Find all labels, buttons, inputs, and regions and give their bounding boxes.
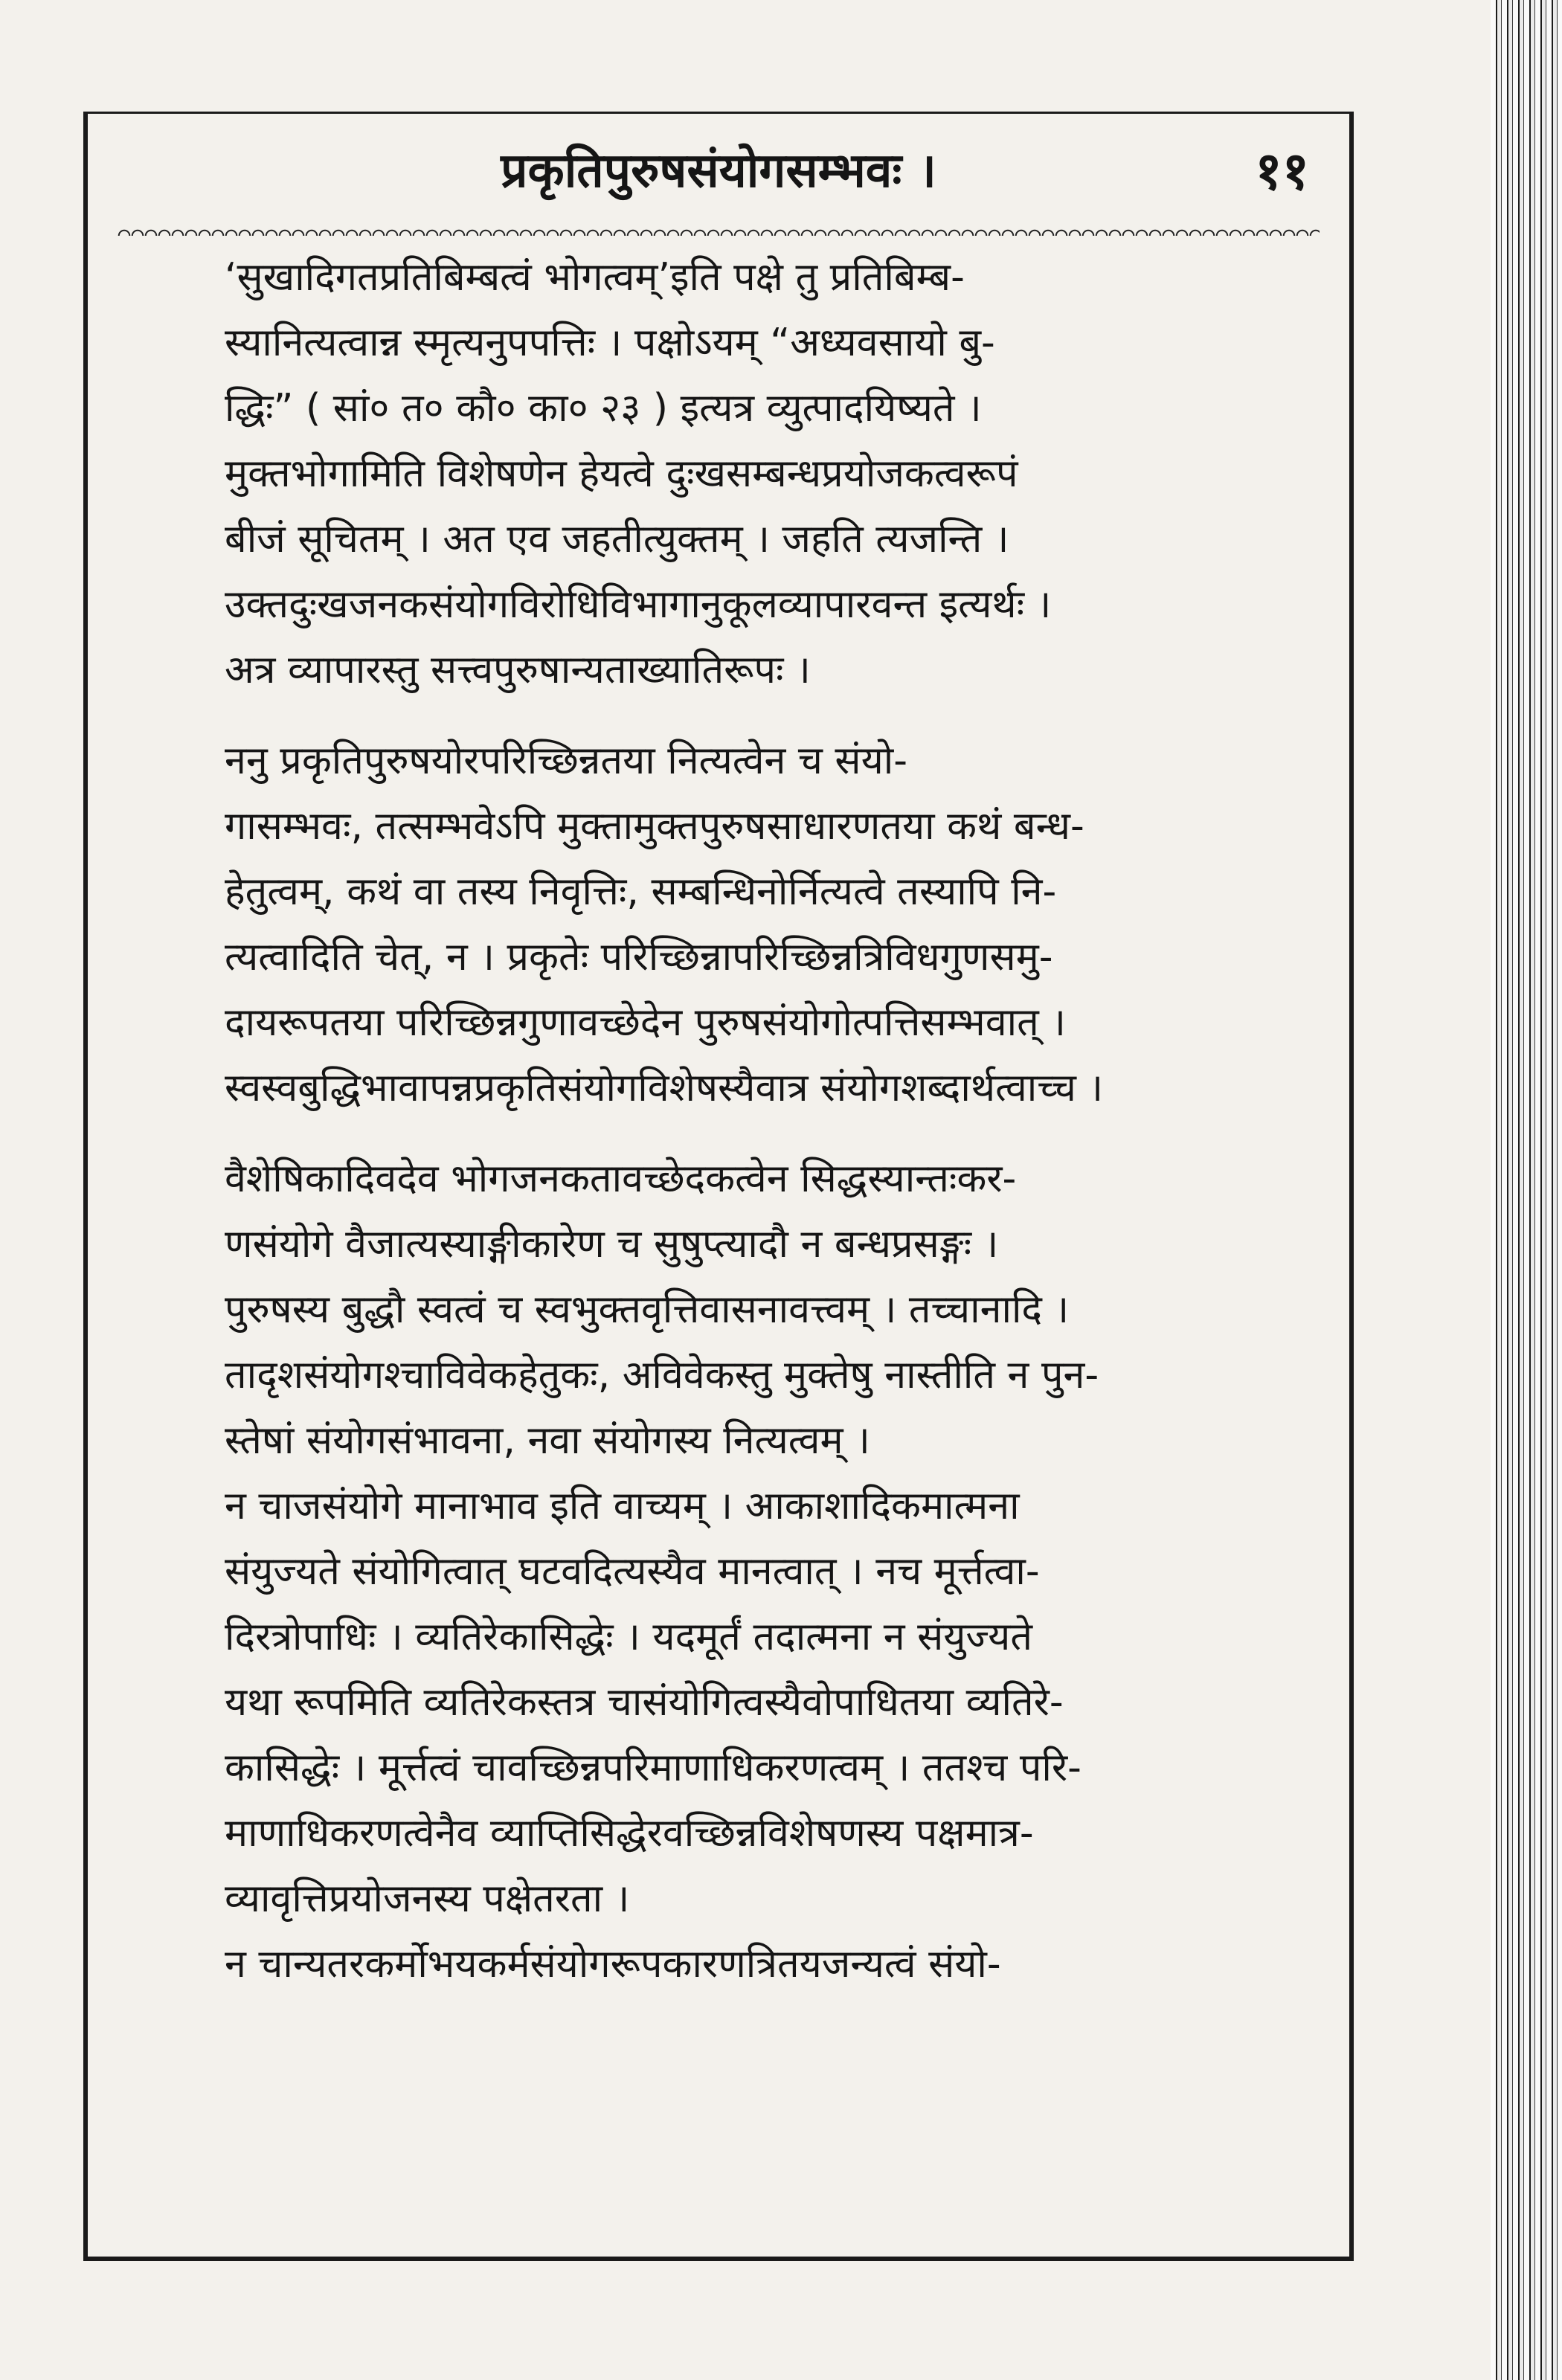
page bbox=[83, 112, 1354, 2261]
page-body bbox=[125, 245, 1312, 1997]
wavy-header-rule bbox=[118, 225, 1320, 236]
paragraph-1 bbox=[125, 245, 1312, 441]
text-line: व्यावृत्तिप्रयोजनस्य पक्षेतरता । bbox=[225, 1876, 630, 1921]
paragraph-7 bbox=[125, 1932, 1312, 1997]
paragraph-6 bbox=[125, 1473, 1312, 1932]
text-line: संयुज्यते संयोगित्वात् घटवदित्यस्यैव मानत्वात् । नच मूर्त्तत्वा- bbox=[225, 1549, 1040, 1594]
text-line: गासम्भवः, तत्सम्भवेऽपि मुक्तामुक्तपुरुषसाधारणतया कथं बन्ध- bbox=[225, 804, 1084, 849]
paragraph-4 bbox=[125, 1146, 1312, 1277]
text-line: पुरुषस्य बुद्धौ स्वत्वं च स्वभुक्तवृत्तिवासनावत्त्वम् । तच्चानादि । bbox=[225, 1287, 1070, 1332]
text-line: न चान्यतरकर्मोभयकर्मसंयोगरूपकारणत्रितयजन्यत्वं संयो- bbox=[225, 1942, 1001, 1987]
book-spine-edge bbox=[1491, 0, 1562, 2380]
text-line: कासिद्धेः । मूर्त्तत्वं चावच्छिन्नपरिमाणाधिकरणत्वम् । ततश्च परि- bbox=[225, 1746, 1081, 1790]
text-line: न चाजसंयोगे मानाभाव इति वाच्यम् । आकाशादिकमात्मना bbox=[225, 1484, 1020, 1528]
text-line: स्वस्वबुद्धिभावापन्नप्रकृतिसंयोगविशेषस्यैवात्र संयोगशब्दार्थत्वाच्च । bbox=[225, 1066, 1104, 1110]
text-line: स्तेषां संयोगसंभावना, नवा संयोगस्य नित्यत्वम् । bbox=[225, 1418, 870, 1463]
text-line: मुक्तभोगामिति विशेषणेन हेयत्वे दुःखसम्बन्धप्रयोजकत्वरूपं bbox=[225, 451, 1018, 496]
text-line: बीजं सूचितम् । अत एव जहतीत्युक्तम् । जहति त्यजन्ति । bbox=[225, 517, 1009, 562]
text-line: तादृशसंयोगश्चाविवेकहेतुकः, अविवेकस्तु मुक्तेषु नास्तीति न पुन- bbox=[225, 1353, 1099, 1398]
text-line: स्यानित्यत्वान्न स्मृत्यनुपपत्तिः । पक्षोऽयम् “अध्यवसायो बु- bbox=[225, 321, 995, 365]
text-line: ‘सुखादिगतप्रतिबिम्बत्वं भोगत्वम्’इति पक्षे तु प्रतिबिम्ब- bbox=[225, 255, 965, 300]
text-line: वैशेषिकादिवदेव भोगजनकतावच्छेदकत्वेन सिद्धस्यान्तःकर- bbox=[225, 1157, 1017, 1201]
text-line: त्यत्वादिति चेत्, न । प्रकृतेः परिच्छिन्नापरिच्छिन्नत्रिविधगुणसमु- bbox=[225, 935, 1053, 980]
page-header bbox=[88, 130, 1349, 212]
text-line: द्धिः” ( सां० त० कौ० का० २३ ) इत्यत्र व्युत्पादयिष्यते । bbox=[225, 386, 982, 431]
text-line: माणाधिकरणत्वेनैव व्याप्तिसिद्धेरवच्छिन्नविशेषणस्य पक्षमात्र- bbox=[225, 1811, 1034, 1856]
text-line: णसंयोगे वैजात्यस्याङ्गीकारेण च सुषुप्त्यादौ न बन्धप्रसङ्गः । bbox=[225, 1222, 999, 1267]
text-line: ननु प्रकृतिपुरुषयोरपरिच्छिन्नतया नित्यत्वेन च संयो- bbox=[225, 739, 907, 783]
text-line: उक्तदुःखजनकसंयोगविरोधिविभागानुकूलव्यापारवन्त इत्यर्थः । bbox=[225, 582, 1052, 627]
text-line: अत्र व्यापारस्तु सत्त्वपुरुषान्यताख्यातिरूपः । bbox=[225, 648, 811, 692]
paragraph-3 bbox=[125, 728, 1312, 1121]
text-line: दायरूपतया परिच्छिन्नगुणावच्छेदेन पुरुषसंयोगोत्पत्तिसम्भवात् । bbox=[225, 1000, 1066, 1045]
page-number: ११ bbox=[1255, 141, 1309, 202]
paragraph-2 bbox=[125, 441, 1312, 703]
paragraph-5 bbox=[125, 1277, 1312, 1473]
running-title: प्रकृतिपुरुषसंयोगसम्भवः । bbox=[501, 144, 936, 199]
text-line: हेतुत्वम्, कथं वा तस्य निवृत्तिः, सम्बन्धिनोर्नित्यत्वे तस्यापि नि- bbox=[225, 869, 1057, 914]
text-line: दिरत्रोपाधिः । व्यतिरेकासिद्धेः । यदमूर्तं तदात्मना न संयुज्यते bbox=[225, 1615, 1032, 1659]
text-line: यथा रूपमिति व्यतिरेकस्तत्र चासंयोगित्वस्यैवोपाधितया व्यतिरे- bbox=[225, 1680, 1064, 1725]
